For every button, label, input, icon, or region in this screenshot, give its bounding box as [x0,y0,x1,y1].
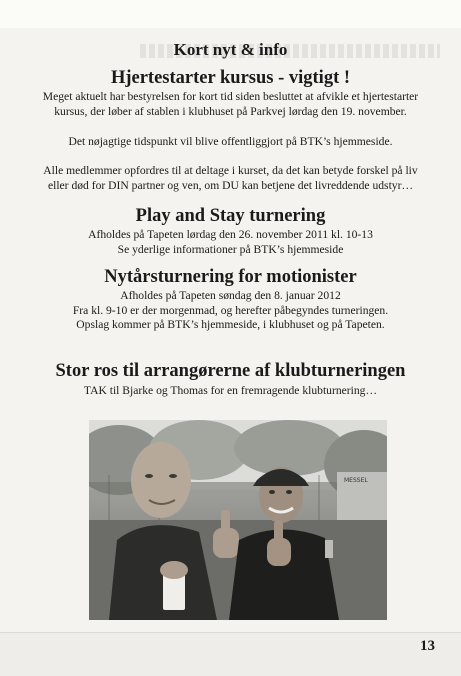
chair [325,540,333,558]
section-heading: Play and Stay turnering [135,206,326,226]
man-left-hand [160,561,188,579]
section-stor-ros [0,360,461,382]
thumbs-up-left [213,528,239,558]
photo-two-men-thumbs-up [89,420,387,620]
photo-illustration [89,420,387,620]
section-heading: Hjertestarter kursus - vigtigt ! [110,68,351,88]
section-hjertestarter-note [0,135,461,150]
text-line: Det nøjagtige tidspunkt vil blive offentliggjort på BTK’s hjemmeside. [68,135,393,148]
text-line: Opslag kommer på BTK’s hjemmeside, i klubhuset og på Tapeten. [76,318,385,331]
text-line: Meget aktuelt har bestyrelsen for kort tid siden besluttet at afvikle et hjertestarter [42,90,419,103]
man-left-head [131,442,191,518]
text-line: Se yderlige informationer på BTK’s hjemmeside [117,242,344,256]
thumbs-up-right [267,538,291,566]
text-line: eller død for DIN partner og ven, om DU kan betjene det livreddende udstyr… [47,178,414,192]
text-line: Fra kl. 9-10 er der morgenmad, og herefter påbegyndes turneringen. [72,303,389,317]
page-number: 13 [420,638,435,654]
section-play-and-stay-body [0,228,461,257]
page-title: Kort nyt & info [173,40,288,59]
text-line: Alle medlemmer opfordres til at deltage i kurset, da det kan betyde forskel på liv [43,164,418,177]
text-line: kursus, der løber af stablen i klubhuset på Parkvej lørdag den 19. november. [54,104,407,118]
section-heading: Nytårsturnering for motionister [104,267,357,287]
section-hjertestarter [0,67,461,89]
text-line: TAK til Bjarke og Thomas for en fremragende klubturnering… [83,384,378,397]
text-line: Afholdes på Tapeten lørdag den 26. november 2011 kl. 10-13 [88,228,373,241]
clubhouse-sign: MESSEL [344,477,368,484]
text-line: Afholdes på Tapeten søndag den 8. januar 2012 [120,289,341,302]
section-play-and-stay [0,205,461,227]
page-title-block [0,40,461,60]
section-nytaarsturnering-body [0,289,461,333]
top-margin [0,0,461,28]
section-stor-ros-body [0,384,461,399]
section-nytaarsturnering [0,266,461,288]
section-heading: Stor ros til arrangørerne af klubturneringen [55,361,406,381]
bottom-margin [0,632,461,676]
section-hjertestarter-body [0,90,461,119]
section-hjertestarter-appeal [0,164,461,193]
